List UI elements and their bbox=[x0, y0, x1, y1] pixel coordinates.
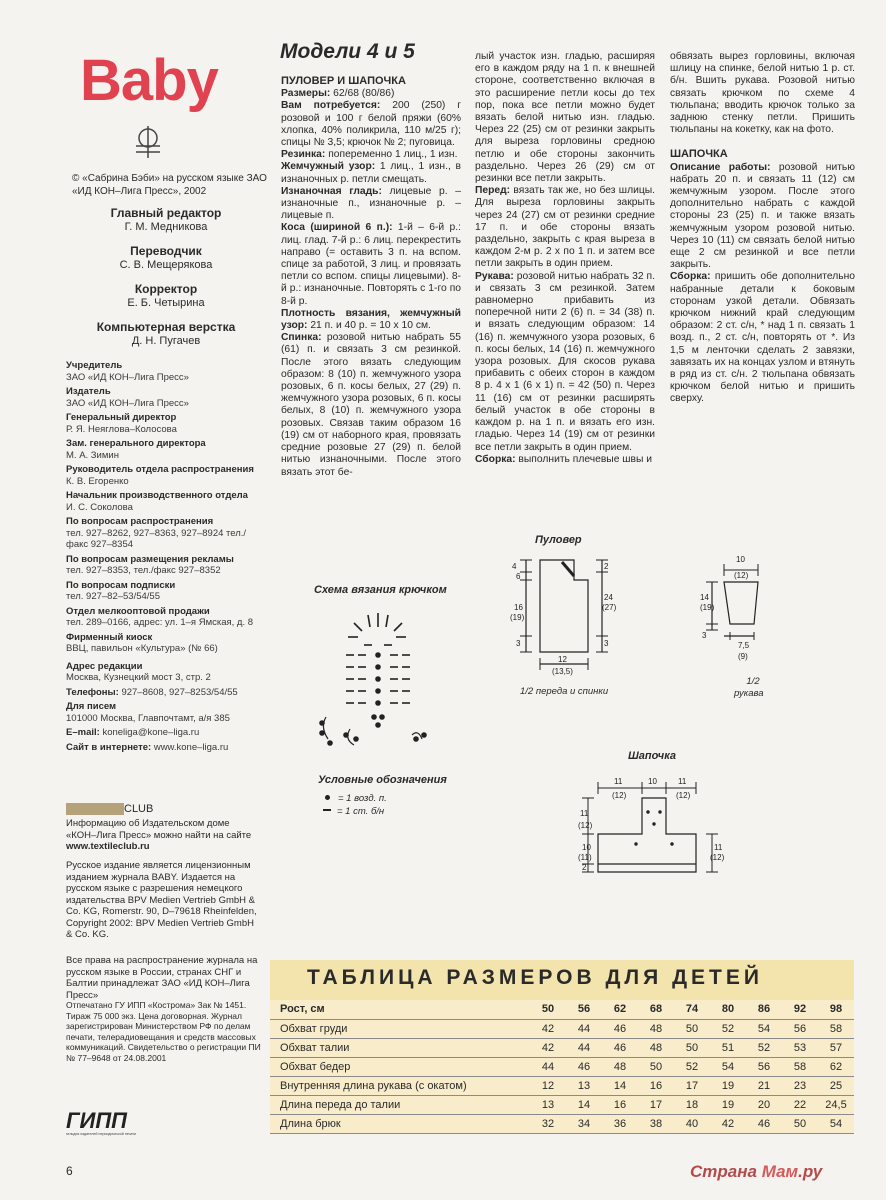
table-row bbox=[270, 1076, 854, 1095]
info-value: М. А. Зимин bbox=[66, 449, 119, 461]
table-cell: 56 bbox=[746, 1057, 782, 1076]
table-cell: 50 bbox=[782, 1114, 818, 1133]
section-heading: ШАПОЧКА bbox=[670, 148, 728, 161]
letters-value: 101000 Москва, Главпочтамт, а/я 385 bbox=[66, 712, 230, 724]
pullover-dim-w: 12 bbox=[558, 655, 567, 664]
table-cell: 50 bbox=[674, 1019, 710, 1038]
watermark-part: Страна bbox=[690, 1162, 757, 1181]
table-cell: 52 bbox=[746, 1038, 782, 1057]
sleeve-caption-fraction: 1/2 bbox=[746, 676, 760, 687]
sleeve-dim-h2: (19) bbox=[700, 603, 715, 612]
hat-dim-v2b: (11) bbox=[578, 853, 592, 862]
textile-club-logo bbox=[66, 800, 206, 816]
table-row bbox=[270, 1019, 854, 1038]
info-title: По вопросам распространения bbox=[66, 516, 214, 527]
hat-dim-rv2: (12) bbox=[710, 853, 725, 862]
license-text: Русское издание является лицензионным изданием журнала BABY. Издается на русском языке с разрешения немецкого издательства BPV Medien Vertrieb GmbH & Co. KG, Romerstr. 90, D–79618 Rheinfelden, Copyright 2002: BPV Medien Vertrieb GmbH & Co. KG. bbox=[66, 860, 257, 940]
table-cell: 58 bbox=[818, 1019, 854, 1038]
table-cell: 54 bbox=[710, 1057, 746, 1076]
staff-role: Корректор bbox=[134, 282, 198, 296]
table-header-cell: 80 bbox=[710, 1000, 746, 1019]
staff-translator bbox=[66, 244, 266, 272]
legend-chain bbox=[322, 793, 387, 804]
table-header-cell: 98 bbox=[818, 1000, 854, 1019]
sleeve-dim-h: 14 bbox=[700, 593, 709, 602]
info-value: Р. Я. Неяглова–Колосова bbox=[66, 423, 177, 435]
table-cell: 46 bbox=[566, 1057, 602, 1076]
table-row-label: Длина брюк bbox=[270, 1114, 530, 1133]
table-cell: 25 bbox=[818, 1076, 854, 1095]
info-title: Учредитель bbox=[66, 360, 123, 371]
table-cell: 54 bbox=[818, 1114, 854, 1133]
term: Описание работы: bbox=[670, 161, 771, 173]
staff-role: Переводчик bbox=[130, 244, 202, 258]
pullover-dim-c2: (19) bbox=[510, 613, 525, 622]
hat-diagram bbox=[578, 772, 728, 882]
table-cell: 19 bbox=[710, 1095, 746, 1114]
pullover-dim-b: 6 bbox=[516, 572, 521, 581]
table-row-label: Внутренняя длина рукава (с окатом) bbox=[270, 1076, 530, 1095]
hat-dim-v2: 10 bbox=[582, 843, 591, 852]
info-title: Зам. генерального директора bbox=[66, 438, 206, 449]
table-cell: 46 bbox=[602, 1038, 638, 1057]
table-cell: 19 bbox=[710, 1076, 746, 1095]
section-heading: ПУЛОВЕР И ШАПОЧКА bbox=[281, 75, 406, 87]
phones-value: 927–8608, 927–8253/54/55 bbox=[121, 686, 238, 698]
table-cell: 58 bbox=[782, 1057, 818, 1076]
table-cell: 44 bbox=[566, 1038, 602, 1057]
term: Перед: bbox=[475, 185, 511, 197]
table-cell: 17 bbox=[638, 1095, 674, 1114]
term: Коса (шириной 6 п.): bbox=[281, 222, 393, 234]
term: Спинка: bbox=[281, 332, 322, 344]
table-row bbox=[270, 1057, 854, 1076]
hat-dim-rv: 11 bbox=[714, 843, 723, 852]
paragraph: лицевые р. – изнаночные п., изнаночные р. – лицевые п. bbox=[281, 185, 461, 222]
staff-name: Д. Н. Пугачев bbox=[131, 335, 201, 347]
info-title: Издатель bbox=[66, 386, 111, 397]
textile-site-link[interactable]: www.textileclub.ru bbox=[66, 841, 150, 852]
pullover-dim-a: 4 bbox=[512, 562, 517, 571]
pullover-dim-g: 3 bbox=[604, 639, 609, 648]
models-title: Модели 4 и 5 bbox=[280, 40, 415, 63]
legend-chain-text: = 1 возд. п. bbox=[338, 793, 387, 804]
info-value: тел. 927–82–53/54/55 bbox=[66, 591, 160, 602]
gipp-logo-caption: гильдия издателей периодической печати bbox=[66, 1132, 137, 1136]
baby-logo: Baby bbox=[80, 48, 218, 113]
table-cell: 53 bbox=[782, 1038, 818, 1057]
paragraph: выполнить плечевые швы и bbox=[515, 453, 653, 465]
hat-title: Шапочка bbox=[628, 750, 677, 762]
table-cell: 50 bbox=[674, 1038, 710, 1057]
imprint-info bbox=[66, 360, 261, 756]
pullover-caption: 1/2 переда и спинки bbox=[520, 686, 609, 697]
textile-logo-bar bbox=[66, 803, 124, 815]
sleeve-dim-top: 10 bbox=[736, 555, 745, 564]
publisher-emblem-icon bbox=[128, 122, 168, 162]
paragraph: вязать так же, но без шлицы. Для выреза горловины закрыть через 24 (27) см от резинки средние 17 п. и обе стороны вязать раздельно, закрыть с края выреза в каждом 2-м р. 2 х по 1 п. и затем все петли закрыть в один прием. bbox=[475, 185, 655, 270]
table-cell: 54 bbox=[746, 1019, 782, 1038]
size-table-block bbox=[270, 960, 854, 1160]
info-title: По вопросам подписки bbox=[66, 579, 176, 591]
paragraph: 62/68 (80/86) bbox=[330, 88, 395, 100]
table-cell: 50 bbox=[638, 1057, 674, 1076]
staff-chief-editor bbox=[66, 206, 266, 234]
size-table-title: ТАБЛИЦА РАЗМЕРОВ ДЛЯ ДЕТЕЙ bbox=[270, 960, 854, 1000]
site-watermark bbox=[690, 1162, 822, 1182]
watermark-part: Мам bbox=[761, 1162, 799, 1181]
paragraph: попеременно 1 лиц., 1 изн. bbox=[325, 149, 458, 161]
sleeve-dim-top2: (12) bbox=[734, 571, 749, 580]
pullover-title: Пуловер bbox=[535, 534, 582, 546]
table-cell: 52 bbox=[674, 1057, 710, 1076]
site-link[interactable]: www.kone–liga.ru bbox=[153, 741, 229, 753]
table-cell: 42 bbox=[530, 1038, 566, 1057]
term: Размеры: bbox=[281, 88, 331, 100]
letters-label: Для писем bbox=[66, 701, 117, 712]
table-cell: 16 bbox=[638, 1076, 674, 1095]
table-cell: 20 bbox=[746, 1095, 782, 1114]
paragraph: 21 п. и 40 р. = 10 х 10 см. bbox=[307, 320, 431, 332]
sleeve-dim-bot: 7,5 bbox=[738, 641, 750, 650]
table-row bbox=[270, 1095, 854, 1114]
printing-info: Отпечатано ГУ ИПП «Кострома» Зак № 1451. Тираж 75 000 экз. Цена договорная. Журнал зарегистрирован Министерством РФ по делам печати, телерадиовещания и средств массовых коммуникаций. Свидетельство о регистрации ПИ № 77–9648 от 24.08.2001 bbox=[66, 1000, 261, 1063]
page-number: 6 bbox=[66, 1164, 73, 1178]
pullover-dim-w2: (13,5) bbox=[552, 667, 573, 676]
pullover-dim-e: 2 bbox=[604, 562, 609, 571]
table-row bbox=[270, 1114, 854, 1133]
paragraph: розовой нитью набрать 55 (61) п. и связать 3 см резинкой. После этого вязать следующим образом: 8 (10) п. жемчужного узора розовых, 6 п. косы белых, 27 (29) п. жемчужного узора розовых, 6 п. косы белых, 8 (10) п. жемчужного узора розовых. Связав таким образом 16 (19) см от наборного края, провязать средние розовые 27 (29) п. белой нитью изнаночными. После этого вязать этот бе- bbox=[281, 332, 461, 478]
address-label: Адрес редакции bbox=[66, 660, 143, 672]
staff-name: Е. Б. Четырина bbox=[127, 297, 205, 309]
watermark-part: .ру bbox=[798, 1162, 823, 1181]
legend-sc bbox=[322, 806, 384, 817]
table-row-label: Длина переда до талии bbox=[270, 1095, 530, 1114]
single-crochet-icon bbox=[323, 809, 331, 811]
table-cell: 46 bbox=[746, 1114, 782, 1133]
table-cell: 38 bbox=[638, 1114, 674, 1133]
pullover-dim-f2: (27) bbox=[602, 603, 617, 612]
info-title: Начальник производственного отдела bbox=[66, 490, 248, 501]
table-cell: 14 bbox=[602, 1076, 638, 1095]
legend-sc-text: = 1 ст. б/н bbox=[337, 806, 385, 817]
table-cell: 42 bbox=[710, 1114, 746, 1133]
table-cell: 44 bbox=[566, 1019, 602, 1038]
table-header-cell: 74 bbox=[674, 1000, 710, 1019]
term: Изнаночная гладь: bbox=[281, 185, 382, 197]
info-value: тел. 289–0166, адрес: ул. 1–я Ямская, д. 8 bbox=[66, 617, 254, 628]
info-value: ЗАО «ИД КОН–Лига Пресс» bbox=[66, 397, 189, 409]
sleeve-dim-bot2: (9) bbox=[738, 652, 748, 661]
paragraph: 1-й – 6-й р.: лиц. глад. 7-й р.: 6 лиц. перекрестить направо (= оставить 3 п. на вспом. спице за работой, 3 лиц. и провязать петли со вспом. спицы лицевыми). 8-й р.: изнаночные. Повторять с 1-го по 8-й р. bbox=[281, 222, 461, 307]
table-row-label: Обхват груди bbox=[270, 1019, 530, 1038]
text-column-1 bbox=[281, 75, 461, 479]
text-column-2 bbox=[475, 51, 655, 466]
textile-info bbox=[66, 818, 256, 853]
staff-proofreader bbox=[66, 282, 266, 310]
table-cell: 13 bbox=[566, 1076, 602, 1095]
table-cell: 36 bbox=[602, 1114, 638, 1133]
staff-name: С. В. Мещерякова bbox=[119, 259, 213, 271]
info-title: Отдел мелкооптовой продажи bbox=[66, 605, 210, 617]
info-value: тел. 927–8353, тел./факс 927–8352 bbox=[66, 565, 221, 576]
paragraph: розовой нитью набрать 32 п. и связать 3 см резинкой. Затем равномерно прибавить из поперечной нити 2 (6) п. = 34 (38) п. и вязать следующим образом: 14 (16) п. жемчужного узора розовых, 6 п. косы белых, 14 (16) п. жемчужного узора розовых. Для скосов рукава прибавить с обеих сторон в каждом 8 р. 4 х 1 (6 х 1) п. = 42 (50) п. Через 11 (16) см от резинки расширять белый участок в обе стороны в каждом р. на 1 п. и вязать его изн. гладью. Через 14 (19) см от резинки все петли закрыть в один прием. bbox=[475, 270, 655, 453]
table-cell: 21 bbox=[746, 1076, 782, 1095]
crochet-scheme-title: Схема вязания крючком bbox=[314, 584, 447, 596]
table-header-label: Рост, см bbox=[270, 1000, 530, 1019]
term: Жемчужный узор: bbox=[281, 161, 376, 173]
hat-dim-v3: 2 bbox=[582, 863, 587, 872]
table-cell: 17 bbox=[674, 1076, 710, 1095]
copyright-text: © «Сабрина Бэби» на русском языке ЗАО «ИД КОН–Лига Пресс», 2002 bbox=[72, 173, 267, 197]
pullover-dim-d: 3 bbox=[516, 639, 521, 648]
staff-layout bbox=[66, 320, 266, 348]
gipp-logo-text: ГИПП bbox=[66, 1108, 127, 1133]
info-title: Фирменный киоск bbox=[66, 631, 153, 643]
info-value: ВВЦ, павильон «Культура» (№ 66) bbox=[66, 643, 218, 654]
table-cell: 48 bbox=[638, 1038, 674, 1057]
pullover-diagram bbox=[510, 552, 620, 682]
table-header-cell: 92 bbox=[782, 1000, 818, 1019]
address-value: Москва, Кузнецкий мост 3, стр. 2 bbox=[66, 672, 211, 683]
textile-info-text: Информацию об Издательском доме «КОН–Лига Пресс» можно найти на сайте bbox=[66, 818, 252, 841]
table-cell: 18 bbox=[674, 1095, 710, 1114]
table-cell: 13 bbox=[530, 1095, 566, 1114]
table-cell: 16 bbox=[602, 1095, 638, 1114]
text-column-3 bbox=[670, 51, 855, 406]
table-cell: 56 bbox=[782, 1019, 818, 1038]
gipp-logo bbox=[66, 1108, 166, 1136]
chain-stitch-icon bbox=[325, 795, 330, 800]
pullover-dim-f: 24 bbox=[604, 593, 613, 602]
term: Резинка: bbox=[281, 149, 326, 161]
sleeve-caption bbox=[742, 676, 764, 687]
hat-dim-l: 11 bbox=[614, 777, 623, 786]
table-cell: 48 bbox=[602, 1057, 638, 1076]
table-cell: 12 bbox=[530, 1076, 566, 1095]
table-header-cell: 68 bbox=[638, 1000, 674, 1019]
table-cell: 40 bbox=[674, 1114, 710, 1133]
info-value: И. С. Соколова bbox=[66, 501, 133, 513]
table-cell: 44 bbox=[530, 1057, 566, 1076]
info-title: Руководитель отдела распространения bbox=[66, 464, 254, 475]
rights-text: Все права на распространение журнала на русском языке в России, странах СНГ и Балтии принадлежат ЗАО «ИД КОН–Лига Пресс» bbox=[66, 955, 258, 1001]
club-text: CLUB bbox=[124, 802, 154, 815]
table-cell: 57 bbox=[818, 1038, 854, 1057]
sleeve-caption-word: рукава bbox=[734, 688, 764, 699]
table-cell: 52 bbox=[710, 1019, 746, 1038]
paragraph: 200 (250) г розовой и 100 г белой пряжи (60% хлопка, 40% поликрила, 110 м/25 г); спицы № 3,5; крючок № 2; пуговица. bbox=[281, 100, 462, 149]
table-header-row bbox=[270, 1000, 854, 1019]
paragraph: 1 лиц., 1 изн., в изнаночных р. петли смещать. bbox=[281, 161, 461, 185]
paragraph: лый участок изн. гладью, расширяя его в каждом ряду на 1 п. к внешней стороне, соответственно включая в это расширение петли косы до тех пор, пока все петли можно будет вязать белой нитью изн. гладью. Через 22 (25) см от резинки закрыть для выреза горловины средною петлю и обе стороны закончить раздельно. Через 26 (29) см от резинки все петли закрыть. bbox=[475, 51, 655, 185]
table-row bbox=[270, 1038, 854, 1057]
term: Сборка: bbox=[670, 271, 711, 283]
table-cell: 34 bbox=[566, 1114, 602, 1133]
info-title: Генеральный директор bbox=[66, 412, 177, 423]
table-cell: 51 bbox=[710, 1038, 746, 1057]
size-table bbox=[270, 1000, 854, 1134]
staff-name: Г. М. Медникова bbox=[124, 221, 208, 233]
info-value: К. В. Егоренко bbox=[66, 475, 129, 487]
table-header-cell: 62 bbox=[602, 1000, 638, 1019]
table-cell: 62 bbox=[818, 1057, 854, 1076]
table-header-cell: 56 bbox=[566, 1000, 602, 1019]
hat-dim-r2: (12) bbox=[676, 791, 691, 800]
term: Сборка: bbox=[475, 453, 516, 465]
table-cell: 14 bbox=[566, 1095, 602, 1114]
table-cell: 22 bbox=[782, 1095, 818, 1114]
legend-title: Условные обозначения bbox=[318, 774, 447, 786]
sleeve-dim-h3: 3 bbox=[702, 631, 707, 640]
table-cell: 23 bbox=[782, 1076, 818, 1095]
paragraph: обвязать вырез горловины, включая шлицу на спинке, белой нитью 1 р. ст. б/н. Вшить рукава. Розовой нитью связать крючком по схеме 4 тюльпана; вводить крючок только за заднюю стенку петли. Пришить тюльпаны на кокетку, как на фото. bbox=[670, 51, 855, 136]
table-cell: 48 bbox=[638, 1019, 674, 1038]
crochet-scheme-diagram bbox=[316, 605, 446, 760]
table-cell: 42 bbox=[530, 1019, 566, 1038]
term: Вам потребуется: bbox=[281, 100, 381, 112]
table-row-label: Обхват талии bbox=[270, 1038, 530, 1057]
table-cell: 32 bbox=[530, 1114, 566, 1133]
paragraph: розовой нитью набрать 20 п. и связать 11 (12) см жемчужным узором. После этого дополнительно набрать с каждой стороны 23 (25) п. и также вязать жемчужным узором розовой нитью. Через 10 (11) см связать белой нитью еще 2 см резинкой и все петли закрыть. bbox=[670, 161, 856, 271]
staff-role: Компьютерная верстка bbox=[96, 320, 236, 334]
table-cell: 46 bbox=[602, 1019, 638, 1038]
email-label: E–mail: bbox=[66, 727, 100, 738]
term: Рукава: bbox=[475, 270, 514, 282]
table-header-cell: 50 bbox=[530, 1000, 566, 1019]
staff-role: Главный редактор bbox=[110, 206, 222, 220]
sleeve-diagram bbox=[700, 552, 770, 667]
info-title: По вопросам размещения рекламы bbox=[66, 553, 234, 565]
table-header-cell: 86 bbox=[746, 1000, 782, 1019]
table-row-label: Обхват бедер bbox=[270, 1057, 530, 1076]
email-link[interactable]: koneliga@kone–liga.ru bbox=[102, 727, 200, 738]
table-cell: 24,5 bbox=[818, 1095, 854, 1114]
paragraph: пришить обе дополнительно набранные детали к боковым сторонам узкой детали. Обвязать крючком нижний край следующим образом: 2 ст. с/н, * над 1 п. связать 1 возд. п., 2 ст. с/н, повторять от *. Из 1,5 м ленточки сделать 2 завязки, завязать их на концах узлом и втянуть в ряд из ст. с/н. 2 тюльпана обвязать крючком белой нитью и пришить сверху. bbox=[670, 271, 855, 405]
phones-label: Телефоны: bbox=[66, 686, 119, 698]
hat-dim-v1b: (12) bbox=[578, 821, 593, 830]
info-value: ЗАО «ИД КОН–Лига Пресс» bbox=[66, 371, 189, 383]
info-value: тел. 927–8262, 927–8363, 927–8924 тел./факс 927–8354 bbox=[66, 527, 247, 550]
pullover-dim-c: 16 bbox=[514, 603, 523, 612]
hat-dim-r: 11 bbox=[678, 777, 687, 786]
term: Плотность вязания, жемчужный узор: bbox=[281, 307, 461, 332]
hat-dim-v1: 11 bbox=[580, 809, 589, 818]
hat-dim-l2: (12) bbox=[612, 791, 627, 800]
site-label: Сайт в интернете: bbox=[66, 741, 152, 753]
hat-dim-m: 10 bbox=[648, 777, 657, 786]
